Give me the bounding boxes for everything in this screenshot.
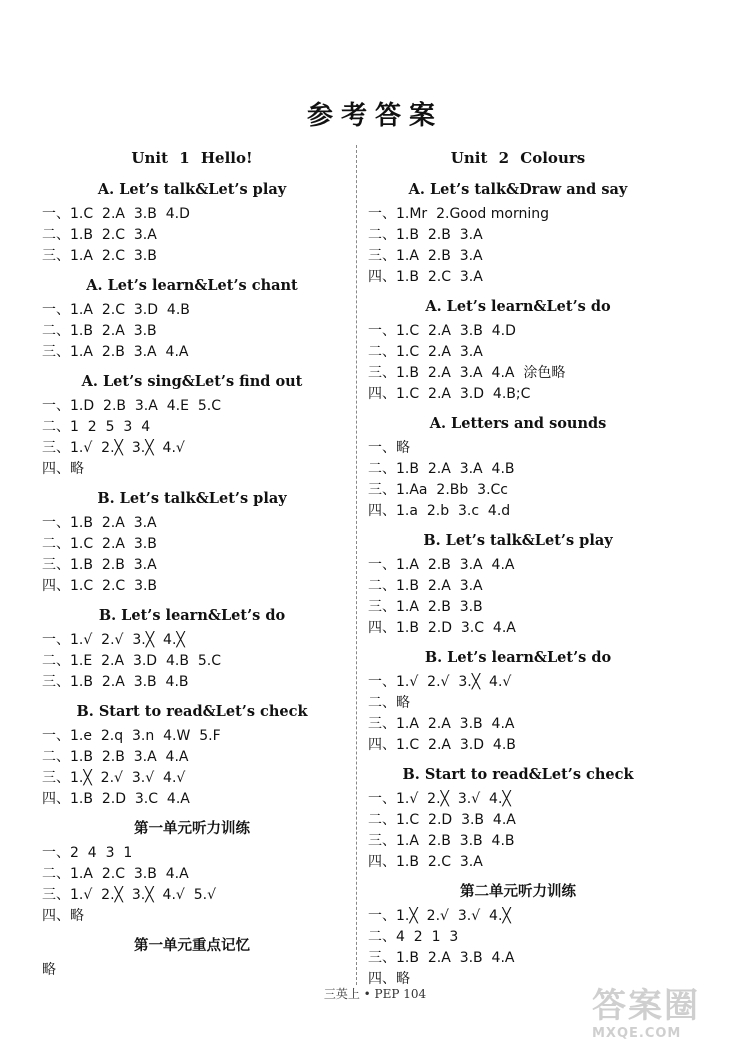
answer-section — [42, 819, 342, 936]
answer-line: 二、1.B 2.B 3.A — [368, 227, 483, 243]
answer-section — [42, 936, 342, 990]
answer-line: 二、4 2 1 3 — [368, 929, 459, 945]
answer-line: 四、1.B 2.D 3.C 4.A — [368, 620, 516, 636]
answer-line: 三、1.√ 2.╳ 3.╳ 4.√ — [42, 440, 185, 456]
section-heading: B. Start to read&Let’s check — [76, 703, 308, 720]
answer-line: 三、1.A 2.C 3.B — [42, 248, 157, 264]
section-heading: 第一单元重点记忆 — [134, 937, 250, 954]
answer-line: 一、1.C 2.A 3.B 4.D — [42, 206, 190, 222]
section-heading: A. Let’s talk&Draw and say — [408, 181, 628, 198]
answer-line: 三、1.Aa 2.Bb 3.Cc — [368, 482, 508, 498]
answer-section — [368, 531, 668, 648]
section-heading: B. Let’s talk&Let’s play — [423, 532, 613, 549]
answer-line: 三、1.A 2.B 3.A — [368, 248, 483, 264]
section-heading: A. Let’s sing&Let’s find out — [81, 373, 303, 390]
answer-line: 四、略 — [42, 908, 84, 924]
page-footer: 三英上 • PEP 104 — [323, 987, 427, 1001]
section-heading: A. Letters and sounds — [429, 415, 607, 432]
watermark-logo: 答案圈 — [592, 986, 700, 1026]
answer-line: 一、1.╳ 2.√ 3.√ 4.╳ — [368, 908, 511, 924]
answer-section — [42, 606, 342, 702]
answer-section — [368, 882, 668, 999]
answer-section — [42, 372, 342, 489]
section-heading: A. Let’s talk&Let’s play — [97, 181, 287, 198]
answer-section — [42, 180, 342, 276]
section-heading: A. Let’s learn&Let’s chant — [86, 277, 298, 294]
answer-line: 三、1.A 2.B 3.A 4.A — [42, 344, 189, 360]
answer-line: 一、1.e 2.q 3.n 4.W 5.F — [42, 728, 221, 744]
answer-line: 三、1.B 2.A 3.B 4.A — [368, 950, 515, 966]
answer-line: 二、1.C 2.A 3.B — [42, 536, 157, 552]
answer-line: 略 — [42, 962, 56, 978]
answer-line: 一、1.Mr 2.Good morning — [368, 206, 550, 222]
answer-line: 一、1.√ 2.√ 3.╳ 4.√ — [368, 674, 512, 690]
answer-line: 一、1.A 2.C 3.D 4.B — [42, 302, 190, 318]
answer-line: 四、1.C 2.A 3.D 4.B;C — [368, 386, 531, 402]
answer-line: 四、略 — [368, 971, 410, 987]
answer-line: 二、1.C 2.D 3.B 4.A — [368, 812, 516, 828]
answer-section — [368, 414, 668, 531]
section-heading: B. Start to read&Let’s check — [402, 766, 634, 783]
answer-line: 一、1.D 2.B 3.A 4.E 5.C — [42, 398, 221, 414]
answer-section — [368, 765, 668, 882]
answer-line: 一、2 4 3 1 — [42, 845, 133, 861]
unit-title: Unit 1 Hello! — [131, 149, 253, 167]
section-heading: B. Let’s learn&Let’s do — [98, 607, 286, 624]
watermark — [592, 986, 732, 1046]
answer-line: 三、1.√ 2.╳ 3.╳ 4.√ 5.√ — [42, 887, 217, 903]
answer-line: 一、1.A 2.B 3.A 4.A — [368, 557, 515, 573]
answer-line: 一、略 — [368, 440, 410, 456]
answer-line: 一、1.B 2.A 3.A — [42, 515, 157, 531]
answer-line: 三、1.A 2.B 3.B 4.B — [368, 833, 515, 849]
answer-section — [42, 489, 342, 606]
answer-line: 二、1.B 2.C 3.A — [42, 227, 157, 243]
answer-line: 三、1.B 2.A 3.B 4.B — [42, 674, 189, 690]
section-heading: A. Let’s learn&Let’s do — [425, 298, 611, 315]
answer-section — [42, 276, 342, 372]
answer-line: 二、1.C 2.A 3.A — [368, 344, 483, 360]
right-sections — [368, 180, 668, 999]
unit-title: Unit 2 Colours — [450, 149, 586, 167]
answer-line: 三、1.╳ 2.√ 3.√ 4.√ — [42, 770, 186, 786]
answer-section — [42, 702, 342, 819]
section-heading: B. Let’s learn&Let’s do — [424, 649, 612, 666]
answer-line: 一、1.√ 2.√ 3.╳ 4.╳ — [42, 632, 185, 648]
answer-line: 二、1 2 5 3 4 — [42, 419, 151, 435]
answer-line: 二、1.E 2.A 3.D 4.B 5.C — [42, 653, 221, 669]
section-heading: B. Let’s talk&Let’s play — [97, 490, 287, 507]
answer-line: 四、1.a 2.b 3.c 4.d — [368, 503, 511, 519]
answer-line: 一、1.√ 2.╳ 3.√ 4.╳ — [368, 791, 511, 807]
answer-line: 三、1.B 2.A 3.A 4.A 涂色略 — [368, 365, 566, 381]
answer-line: 四、1.C 2.A 3.D 4.B — [368, 737, 516, 753]
answer-section — [368, 648, 668, 765]
watermark-url: MXQE.COM — [592, 1026, 682, 1041]
answer-line: 四、略 — [42, 461, 84, 477]
answer-line: 二、1.B 2.A 3.B — [42, 323, 157, 339]
answer-section — [368, 180, 668, 297]
page-title: 参考答案 — [306, 101, 443, 131]
section-heading: 第一单元听力训练 — [134, 820, 250, 837]
answer-line: 三、1.A 2.A 3.B 4.A — [368, 716, 515, 732]
answer-line: 三、1.B 2.B 3.A — [42, 557, 157, 573]
answer-line: 二、略 — [368, 695, 410, 711]
answer-line: 四、1.C 2.C 3.B — [42, 578, 158, 594]
left-sections — [42, 180, 342, 990]
answer-line: 四、1.B 2.C 3.A — [368, 269, 483, 285]
right-column — [368, 148, 668, 999]
column-divider — [356, 145, 357, 985]
answer-line: 二、1.B 2.B 3.A 4.A — [42, 749, 189, 765]
answer-line: 二、1.A 2.C 3.B 4.A — [42, 866, 189, 882]
answer-line: 二、1.B 2.A 3.A 4.B — [368, 461, 515, 477]
answer-line: 四、1.B 2.D 3.C 4.A — [42, 791, 190, 807]
answer-section — [368, 297, 668, 414]
answer-line: 四、1.B 2.C 3.A — [368, 854, 483, 870]
answer-line: 一、1.C 2.A 3.B 4.D — [368, 323, 516, 339]
answer-line: 二、1.B 2.A 3.A — [368, 578, 483, 594]
answer-line: 三、1.A 2.B 3.B — [368, 599, 483, 615]
left-column — [42, 148, 342, 990]
section-heading: 第二单元听力训练 — [460, 883, 576, 900]
